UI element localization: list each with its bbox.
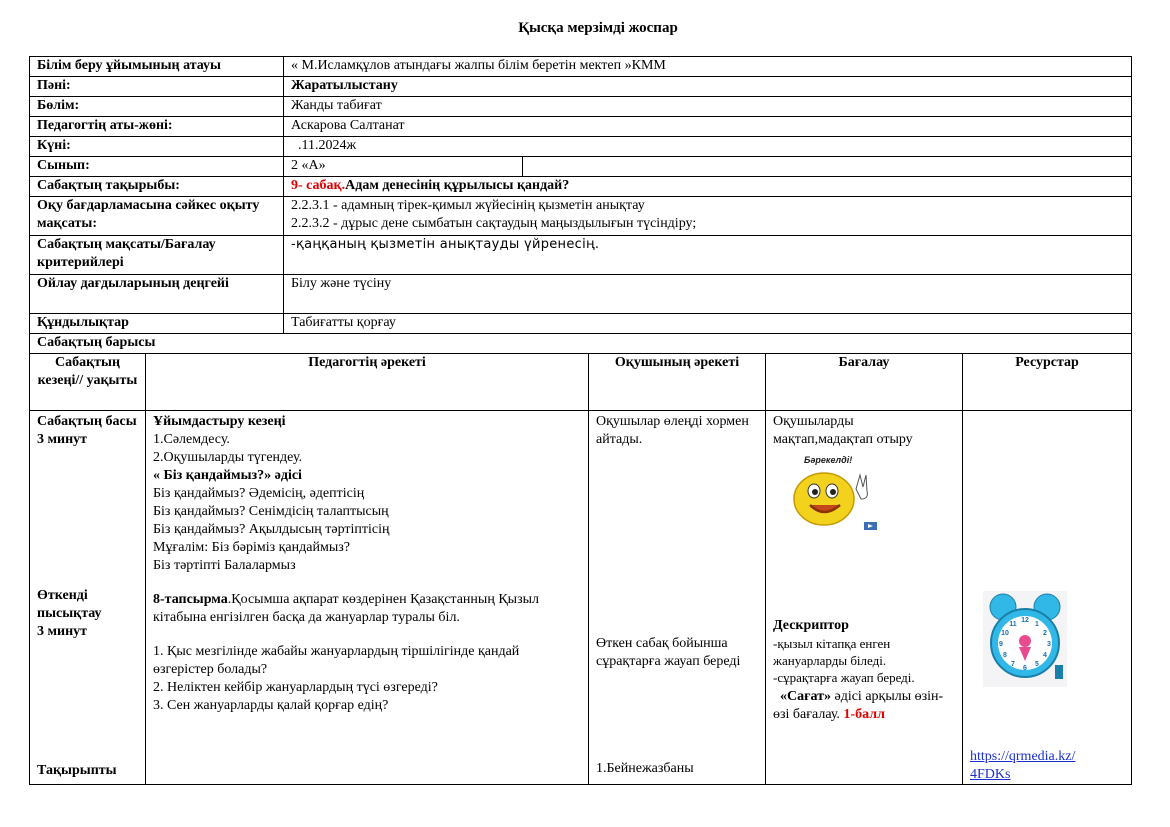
col-header-assessment: Бағалау <box>766 354 963 411</box>
student-actions-cell <box>589 411 766 785</box>
goals-cell <box>284 197 1132 236</box>
values-label: Құндылықтар <box>30 314 284 334</box>
resource-link-line-1[interactable]: https://qrmedia.kz/ <box>970 749 1076 764</box>
page-title: Қысқа мерзімді жоспар <box>518 20 678 36</box>
stage-review-time: 3 минут <box>37 624 88 639</box>
attendance-line: 2.Оқушыларды түгендеу. <box>153 450 303 465</box>
student-action-3: 1.Бейнежазбаны <box>596 761 694 776</box>
clock-method-name: «Сағат» <box>780 689 831 704</box>
section-value: Жанды табиғат <box>284 97 1132 117</box>
question-2: 2. Неліктен кейбір жануарлардың түсі өзгереді? <box>153 680 438 695</box>
class-label: Сынып: <box>30 157 284 177</box>
task-8 <box>153 591 581 627</box>
method-line-2: Біз қандаймыз? Сенімдісің талаптысың <box>153 504 389 519</box>
svg-text:2: 2 <box>1043 630 1047 637</box>
goals-label: Оқу бағдарламасына сәйкес оқыту мақсаты: <box>30 197 284 236</box>
criteria-label: Сабақтың мақсаты/Бағалау критерийлері <box>30 236 284 275</box>
date-label: Күні: <box>30 137 284 157</box>
svg-text:6: 6 <box>1023 665 1027 672</box>
resources-cell <box>963 411 1132 785</box>
method-line-4: Мұғалім: Біз бәріміз қандаймыз? <box>153 540 350 555</box>
method-line-5: Біз тәртіпті Балалармыз <box>153 558 296 573</box>
org-stage-title: Ұйымдастыру кезеңі <box>153 414 286 429</box>
method-line-3: Біз қандаймыз? Ақылдысың тәртіптісің <box>153 522 390 537</box>
subject-label: Пәні: <box>30 77 284 97</box>
task-8-label: 8-тапсырма <box>153 592 228 607</box>
thinking-value: Білу және түсіну <box>284 275 1132 314</box>
stage-start-time: 3 минут <box>37 432 88 447</box>
lesson-plan-table <box>29 56 1132 785</box>
thinking-label: Ойлау дағдыларының деңгейі <box>30 275 284 314</box>
student-action-2: Өткен сабақ бойынша сұрақтарға жауап береді <box>596 636 741 669</box>
greeting-line: 1.Сәлемдесу. <box>153 432 230 447</box>
stage-cell <box>30 411 146 785</box>
goal-1: 2.2.3.1 - адамның тірек-қимыл жүйесінің қызметін анықтау <box>291 198 645 213</box>
teacher-actions-cell <box>146 411 589 785</box>
descriptor-1: -қызыл кітапқа енген жануарларды біледі. <box>773 636 891 668</box>
stage-review-label: Өткенді пысықтау <box>37 588 102 621</box>
svg-text:3: 3 <box>1047 641 1051 648</box>
svg-text:8: 8 <box>1003 652 1007 659</box>
praise-smiley-icon <box>786 453 886 533</box>
assessment-cell <box>766 411 963 785</box>
progress-label: Сабақтың барысы <box>30 334 1132 354</box>
topic-value: Адам денесінің құрылысы қандай? <box>345 178 570 193</box>
resource-link-line-2[interactable]: 4FDKs <box>970 767 1011 782</box>
date-value: .11.2024ж <box>284 137 1132 157</box>
svg-text:9: 9 <box>999 641 1003 648</box>
org-value: « М.Исламқұлов атындағы жалпы білім беретін мектеп »КММ <box>284 57 1132 77</box>
section-label: Бөлім: <box>30 97 284 117</box>
teacher-label: Педагогтің аты-жөні: <box>30 117 284 137</box>
student-action-1: Оқушылар өлеңді хормен айтады. <box>596 414 749 447</box>
question-3: 3. Сен жануарларды қалай қорғар едің? <box>153 698 389 713</box>
goal-2: 2.2.3.2 - дұрыс дене сымбатын сақтаудың маңыздылығын түсіндіру; <box>291 216 697 231</box>
criteria-value: -қаңқаның қызметін анықтауды үйренесің. <box>284 236 1132 275</box>
topic-number: 9- сабақ. <box>291 178 346 193</box>
values-value: Табиғатты қорғау <box>284 314 1132 334</box>
topic-cell <box>284 177 1132 197</box>
teacher-value: Аскарова Салтанат <box>284 117 1132 137</box>
stage-topic: Тақырыпты <box>37 763 117 778</box>
method-line-1: Біз қандаймыз? Әдемісің, әдептісің <box>153 486 365 501</box>
svg-text:4: 4 <box>1043 652 1047 659</box>
assessment-praise: Оқушыларды мақтап,мадақтап отыру <box>773 414 913 447</box>
topic-label: Сабақтың тақырыбы: <box>30 177 284 197</box>
svg-text:5: 5 <box>1035 661 1039 668</box>
svg-text:7: 7 <box>1011 661 1015 668</box>
clock-method-text: әдісі арқылы өзін-өзі бағалау. <box>773 689 944 722</box>
col-header-stage: Сабақтың кезеңі// уақыты <box>30 354 146 411</box>
method-title: « Біз қандаймыз?» әдісі <box>153 468 302 483</box>
subject-value: Жаратылыстану <box>284 77 1132 97</box>
descriptor-block <box>773 617 955 724</box>
col-header-resources: Ресурстар <box>963 354 1132 411</box>
col-header-student: Оқушының әрекеті <box>589 354 766 411</box>
alarm-clock-icon <box>983 591 1069 687</box>
col-header-teacher: Педагогтің әрекеті <box>146 354 589 411</box>
clock-method <box>773 688 955 724</box>
svg-text:11: 11 <box>1009 621 1017 628</box>
stage-start <box>37 413 141 449</box>
sticker-text: Бәрекелді! <box>804 455 853 465</box>
org-label: Білім беру ұйымының атауы <box>30 57 284 77</box>
svg-text:1: 1 <box>1035 621 1039 628</box>
descriptor-title: Дескриптор <box>773 618 849 633</box>
svg-text:12: 12 <box>1021 617 1029 624</box>
stage-review <box>37 587 141 641</box>
resource-link[interactable] <box>970 748 1125 784</box>
class-value: 2 «А» <box>284 157 523 177</box>
stage-start-label: Сабақтың басы <box>37 414 137 429</box>
descriptor-2: -сұрақтарға жауап береді. <box>773 670 915 685</box>
score-value: 1-балл <box>843 707 885 722</box>
task-8-text: .Қосымша ақпарат көздерінен Қазақстанның Қызыл кітабына енгізілген басқа да жануарлар туралы біл. <box>153 592 539 625</box>
question-1: 1. Қыс мезгілінде жабайы жануарлардың тіршілігінде қандай өзгерістер болады? <box>153 644 520 677</box>
class-empty-cell <box>523 157 1132 177</box>
svg-text:10: 10 <box>1001 630 1009 637</box>
